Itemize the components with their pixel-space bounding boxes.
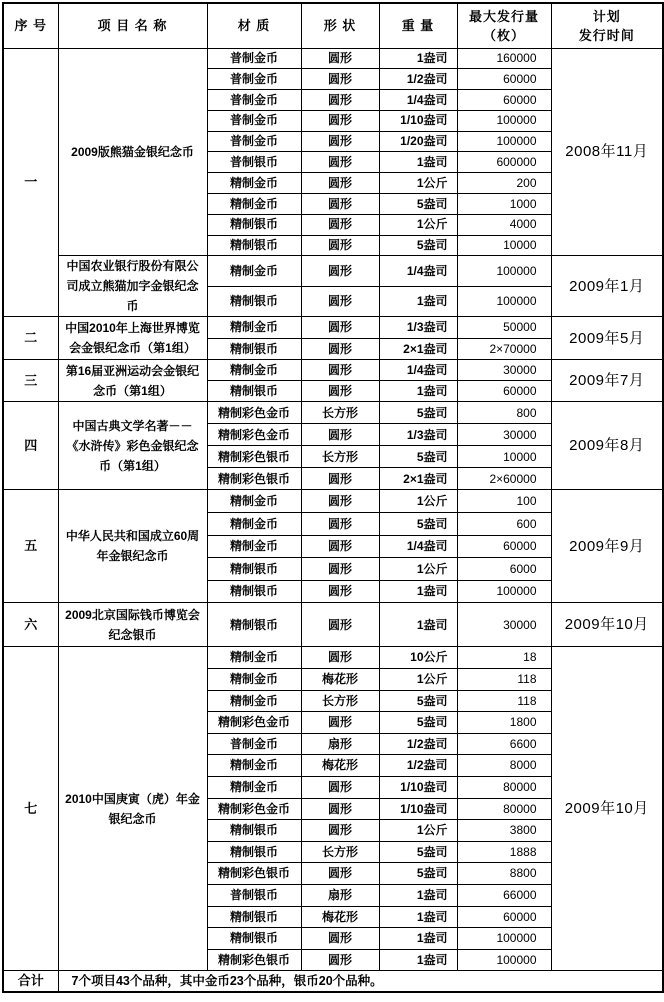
weight-cell: 1公斤 [379, 669, 457, 691]
weight-cell: 1/3盎司 [379, 424, 457, 446]
shape-cell: 圆形 [301, 949, 379, 971]
quantity-cell: 10000 [457, 446, 551, 468]
quantity-cell: 60000 [457, 535, 551, 558]
weight-cell: 1盎司 [379, 48, 457, 69]
quantity-cell: 600000 [457, 152, 551, 173]
weight-cell: 5盎司 [379, 194, 457, 215]
shape-cell: 圆形 [301, 535, 379, 558]
header-plan-time-line2: 发行时间 [578, 27, 635, 43]
material-cell: 精制银币 [207, 603, 301, 647]
material-cell: 精制银币 [207, 338, 301, 360]
material-cell: 精制彩色银币 [207, 446, 301, 468]
material-cell: 普制银币 [207, 884, 301, 906]
weight-cell: 1公斤 [379, 173, 457, 194]
total-label-cell: 合计 [3, 971, 58, 993]
weight-cell: 1/3盎司 [379, 317, 457, 339]
shape-cell: 扇形 [301, 733, 379, 755]
weight-cell: 1盎司 [379, 603, 457, 647]
quantity-cell: 2×70000 [457, 338, 551, 360]
material-cell: 精制银币 [207, 558, 301, 581]
weight-cell: 1盎司 [379, 580, 457, 603]
shape-cell: 圆形 [301, 798, 379, 820]
material-cell: 精制彩色金币 [207, 402, 301, 424]
header-plan-time [551, 3, 663, 48]
shape-cell: 圆形 [301, 194, 379, 215]
shape-cell: 圆形 [301, 235, 379, 256]
shape-cell: 圆形 [301, 152, 379, 173]
weight-cell: 1盎司 [379, 152, 457, 173]
quantity-cell: 100000 [457, 256, 551, 287]
quantity-cell: 160000 [457, 48, 551, 69]
header-max-issue-line2: （枚） [482, 27, 525, 43]
serial-cell: 三 [3, 360, 58, 402]
weight-cell: 1/10盎司 [379, 798, 457, 820]
header-shape: 形 状 [301, 3, 379, 48]
quantity-cell: 8800 [457, 863, 551, 885]
header-project-name: 项 目 名 称 [58, 3, 207, 48]
weight-cell: 1/4盎司 [379, 90, 457, 111]
shape-cell: 圆形 [301, 90, 379, 111]
weight-cell: 1/4盎司 [379, 256, 457, 287]
shape-cell: 圆形 [301, 48, 379, 69]
quantity-cell: 100000 [457, 131, 551, 152]
date-cell: 2009年8月 [551, 402, 663, 490]
weight-cell: 1/2盎司 [379, 733, 457, 755]
shape-cell: 圆形 [301, 338, 379, 360]
table-header [3, 3, 663, 48]
material-cell: 普制金币 [207, 733, 301, 755]
quantity-cell: 118 [457, 690, 551, 712]
project-name-cell: 中国农业银行股份有限公司成立熊猫加字金银纪念币 [58, 256, 207, 317]
quantity-cell: 10000 [457, 235, 551, 256]
material-cell: 精制金币 [207, 647, 301, 669]
shape-cell: 圆形 [301, 173, 379, 194]
material-cell: 精制银币 [207, 906, 301, 928]
material-cell: 普制金币 [207, 110, 301, 131]
quantity-cell: 2×60000 [457, 468, 551, 490]
table-row [3, 360, 663, 381]
quantity-cell: 8000 [457, 755, 551, 777]
serial-cell: 一 [3, 48, 58, 317]
shape-cell: 圆形 [301, 214, 379, 235]
material-cell: 精制银币 [207, 286, 301, 317]
project-name-cell: 中国古典文学名著－－《水浒传》彩色金银纪念币（第1组） [58, 402, 207, 490]
shape-cell: 圆形 [301, 928, 379, 950]
quantity-cell: 100000 [457, 110, 551, 131]
weight-cell: 1盎司 [379, 381, 457, 402]
quantity-cell: 100000 [457, 949, 551, 971]
material-cell: 精制金币 [207, 777, 301, 799]
material-cell: 精制彩色金币 [207, 798, 301, 820]
table-row [3, 490, 663, 513]
quantity-cell: 66000 [457, 884, 551, 906]
quantity-cell: 100000 [457, 580, 551, 603]
quantity-cell: 100 [457, 490, 551, 513]
serial-cell: 六 [3, 603, 58, 647]
weight-cell: 5盎司 [379, 841, 457, 863]
project-name-cell: 2010中国庚寅（虎）年金银纪念币 [58, 647, 207, 971]
date-cell: 2009年10月 [551, 603, 663, 647]
header-row [3, 3, 663, 48]
quantity-cell: 30000 [457, 424, 551, 446]
table-row [3, 256, 663, 287]
table-row [3, 317, 663, 339]
weight-cell: 1盎司 [379, 949, 457, 971]
material-cell: 精制银币 [207, 928, 301, 950]
quantity-cell: 50000 [457, 317, 551, 339]
date-cell: 2009年1月 [551, 256, 663, 317]
quantity-cell: 6000 [457, 558, 551, 581]
serial-cell: 二 [3, 317, 58, 360]
material-cell: 精制金币 [207, 690, 301, 712]
weight-cell: 5盎司 [379, 235, 457, 256]
material-cell: 精制银币 [207, 235, 301, 256]
weight-cell: 1盎司 [379, 928, 457, 950]
header-max-issue-line1: 最大发行量 [468, 8, 539, 24]
weight-cell: 5盎司 [379, 690, 457, 712]
weight-cell: 5盎司 [379, 712, 457, 734]
material-cell: 精制彩色银币 [207, 468, 301, 490]
shape-cell: 圆形 [301, 424, 379, 446]
date-cell: 2009年7月 [551, 360, 663, 402]
quantity-cell: 18 [457, 647, 551, 669]
material-cell: 精制彩色银币 [207, 949, 301, 971]
quantity-cell: 80000 [457, 777, 551, 799]
table-row [3, 647, 663, 669]
shape-cell: 长方形 [301, 446, 379, 468]
weight-cell: 1盎司 [379, 884, 457, 906]
serial-cell: 七 [3, 647, 58, 971]
shape-cell: 圆形 [301, 580, 379, 603]
weight-cell: 1公斤 [379, 214, 457, 235]
material-cell: 精制金币 [207, 669, 301, 691]
shape-cell: 圆形 [301, 131, 379, 152]
quantity-cell: 80000 [457, 798, 551, 820]
header-plan-time-line1: 计划 [592, 8, 621, 24]
coin-issuance-table [2, 2, 664, 993]
quantity-cell: 200 [457, 173, 551, 194]
project-name-cell: 中华人民共和国成立60周年金银纪念币 [58, 490, 207, 603]
material-cell: 精制金币 [207, 317, 301, 339]
material-cell: 精制金币 [207, 256, 301, 287]
quantity-cell: 60000 [457, 906, 551, 928]
shape-cell: 圆形 [301, 286, 379, 317]
shape-cell: 梅花形 [301, 669, 379, 691]
material-cell: 精制金币 [207, 513, 301, 536]
serial-cell: 五 [3, 490, 58, 603]
date-cell: 2009年10月 [551, 647, 663, 971]
shape-cell: 圆形 [301, 647, 379, 669]
shape-cell: 长方形 [301, 402, 379, 424]
shape-cell: 圆形 [301, 712, 379, 734]
weight-cell: 5盎司 [379, 402, 457, 424]
quantity-cell: 1000 [457, 194, 551, 215]
header-weight: 重 量 [379, 3, 457, 48]
weight-cell: 1/4盎司 [379, 360, 457, 381]
project-name-cell: 2009北京国际钱币博览会纪念银币 [58, 603, 207, 647]
material-cell: 精制金币 [207, 194, 301, 215]
quantity-cell: 6600 [457, 733, 551, 755]
total-row [3, 971, 663, 993]
date-cell: 2009年5月 [551, 317, 663, 360]
material-cell: 普制金币 [207, 48, 301, 69]
weight-cell: 1公斤 [379, 558, 457, 581]
shape-cell: 扇形 [301, 884, 379, 906]
material-cell: 精制银币 [207, 214, 301, 235]
shape-cell: 长方形 [301, 690, 379, 712]
shape-cell: 梅花形 [301, 906, 379, 928]
shape-cell: 圆形 [301, 468, 379, 490]
material-cell: 精制银币 [207, 841, 301, 863]
shape-cell: 圆形 [301, 360, 379, 381]
shape-cell: 圆形 [301, 490, 379, 513]
quantity-cell: 800 [457, 402, 551, 424]
material-cell: 精制彩色金币 [207, 424, 301, 446]
material-cell: 普制银币 [207, 152, 301, 173]
date-cell: 2009年9月 [551, 490, 663, 603]
header-serial: 序 号 [3, 3, 58, 48]
shape-cell: 长方形 [301, 841, 379, 863]
quantity-cell: 1800 [457, 712, 551, 734]
shape-cell: 圆形 [301, 381, 379, 402]
shape-cell: 圆形 [301, 558, 379, 581]
shape-cell: 圆形 [301, 256, 379, 287]
weight-cell: 1盎司 [379, 286, 457, 317]
shape-cell: 圆形 [301, 820, 379, 842]
shape-cell: 圆形 [301, 603, 379, 647]
material-cell: 精制彩色银币 [207, 863, 301, 885]
weight-cell: 5盎司 [379, 513, 457, 536]
material-cell: 精制金币 [207, 755, 301, 777]
weight-cell: 5盎司 [379, 446, 457, 468]
quantity-cell: 4000 [457, 214, 551, 235]
weight-cell: 1公斤 [379, 820, 457, 842]
material-cell: 普制金币 [207, 90, 301, 111]
quantity-cell: 3800 [457, 820, 551, 842]
material-cell: 普制金币 [207, 131, 301, 152]
project-name-cell: 中国2010年上海世界博览会金银纪念币（第1组） [58, 317, 207, 360]
material-cell: 精制银币 [207, 820, 301, 842]
weight-cell: 1/10盎司 [379, 110, 457, 131]
shape-cell: 圆形 [301, 863, 379, 885]
project-name-cell: 第16届亚洲运动会金银纪念币（第1组） [58, 360, 207, 402]
quantity-cell: 60000 [457, 69, 551, 90]
weight-cell: 10公斤 [379, 647, 457, 669]
header-max-issue [457, 3, 551, 48]
table-body [3, 48, 663, 971]
material-cell: 精制彩色金币 [207, 712, 301, 734]
weight-cell: 1公斤 [379, 490, 457, 513]
weight-cell: 1盎司 [379, 906, 457, 928]
serial-cell: 四 [3, 402, 58, 490]
weight-cell: 5盎司 [379, 863, 457, 885]
material-cell: 精制金币 [207, 173, 301, 194]
quantity-cell: 30000 [457, 360, 551, 381]
table-footer [3, 971, 663, 993]
table-row [3, 603, 663, 647]
shape-cell: 梅花形 [301, 755, 379, 777]
date-cell: 2008年11月 [551, 48, 663, 256]
material-cell: 精制金币 [207, 360, 301, 381]
quantity-cell: 600 [457, 513, 551, 536]
weight-cell: 1/4盎司 [379, 535, 457, 558]
header-material: 材 质 [207, 3, 301, 48]
quantity-cell: 1888 [457, 841, 551, 863]
material-cell: 普制金币 [207, 69, 301, 90]
weight-cell: 1/2盎司 [379, 755, 457, 777]
total-text-cell: 7个项目43个品种，其中金币23个品种，银币20个品种。 [58, 971, 663, 993]
material-cell: 精制银币 [207, 580, 301, 603]
weight-cell: 1/2盎司 [379, 69, 457, 90]
weight-cell: 1/20盎司 [379, 131, 457, 152]
quantity-cell: 118 [457, 669, 551, 691]
quantity-cell: 100000 [457, 286, 551, 317]
document-page [0, 2, 664, 1002]
quantity-cell: 100000 [457, 928, 551, 950]
shape-cell: 圆形 [301, 317, 379, 339]
quantity-cell: 30000 [457, 603, 551, 647]
quantity-cell: 60000 [457, 90, 551, 111]
material-cell: 精制金币 [207, 535, 301, 558]
weight-cell: 1/10盎司 [379, 777, 457, 799]
shape-cell: 圆形 [301, 69, 379, 90]
quantity-cell: 60000 [457, 381, 551, 402]
weight-cell: 2×1盎司 [379, 338, 457, 360]
table-row [3, 48, 663, 69]
weight-cell: 2×1盎司 [379, 468, 457, 490]
table-row [3, 402, 663, 424]
material-cell: 精制金币 [207, 490, 301, 513]
material-cell: 精制银币 [207, 381, 301, 402]
shape-cell: 圆形 [301, 777, 379, 799]
project-name-cell: 2009版熊猫金银纪念币 [58, 48, 207, 256]
shape-cell: 圆形 [301, 513, 379, 536]
shape-cell: 圆形 [301, 110, 379, 131]
